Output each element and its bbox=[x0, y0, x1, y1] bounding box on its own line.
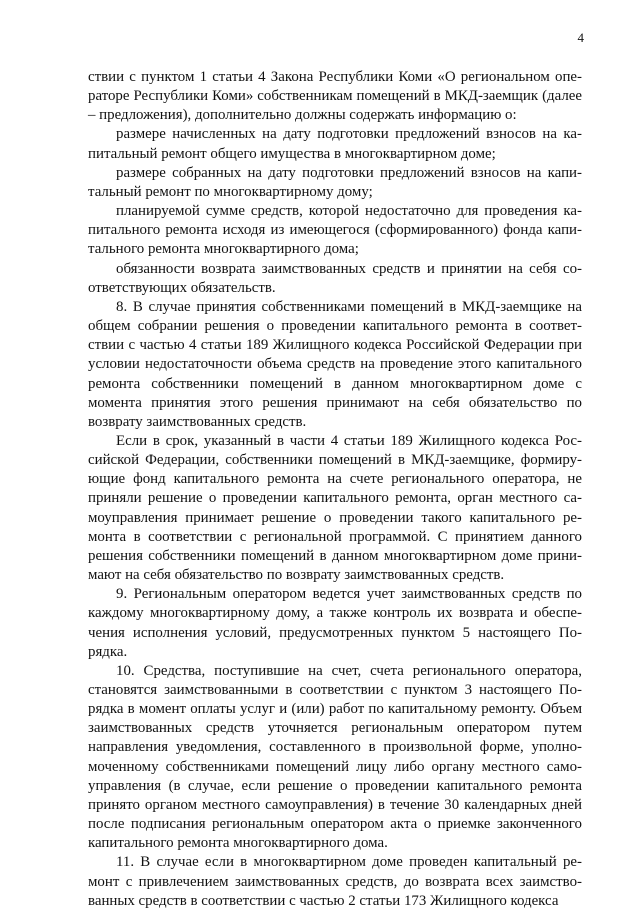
paragraph-item-8: 8. В случае принятия собственниками помещений в МКД-заемщике на общем собрании решения о проведении капитального ремонта в соответствии с частью 4 статьи 189 Жилищного кодекса Российской Федерации при условии недостаточности объема средств на проведение этого капитального ремонта собственники помещений в данном многоквартирном доме с момента принятия этого решения принимают на себя обязательство по возврату заимствованных средств. bbox=[88, 298, 582, 430]
page-number: 4 bbox=[577, 30, 584, 45]
paragraph-planned-sum: планируемой сумме средств, которой недостаточно для проведения капитального ремонта исходя из имеющегося (сформированного) фонда капитального ремонта многоквартирного дома; bbox=[88, 203, 582, 258]
paragraph-item-10: 10. Средства, поступившие на счет, счета регионального оператора, становятся заимствованными в соответствии с пунктом 3 настоящего Порядка в момент оплаты услуг и (или) работ по капитальному ремонту. Объем заимствованных средств уточняется региональным оператором путем направления уведомления, составленного в произвольной форме, уполномоченному собственниками помещений лицу либо органу местного самоуправления (в случае, если решение о проведении капитального ремонта принято органом местного самоуправления) в течение 30 календарных дней после подписания региональным оператором акта о приемке законченного капитального ремонта многоквартирного дома. bbox=[88, 662, 582, 852]
paragraph-item-9: 9. Региональным оператором ведется учет заимствованных средств по каждому многоквартирному дому, а также контроль их возврата и обеспечения исполнения условий, предусмотренных пунктом 5 настоящего Порядка. bbox=[88, 586, 582, 660]
paragraph-item-11: 11. В случае если в многоквартирном доме проведен капитальный ремонт с привлечением заимствованных средств, до возврата всех заимствованных средств в соответствии с частью 2 статьи 173 Жилищного кодекса bbox=[88, 854, 582, 909]
body-text bbox=[88, 68, 582, 911]
paragraph-accrued-contributions: размере начисленных на дату подготовки предложений взносов на капитальный ремонт общего имущества в многоквартирном доме; bbox=[88, 126, 582, 162]
paragraph-collected-contributions: размере собранных на дату подготовки предложений взносов на капитальный ремонт по многоквартирному дому; bbox=[88, 164, 582, 200]
paragraph-repayment-obligation: обязанности возврата заимствованных средств и принятии на себя соответствующих обязательств. bbox=[88, 260, 582, 296]
paragraph-item-8-second: Если в срок, указанный в части 4 статьи 189 Жилищного кодекса Российской Федерации, собственники помещений в МКД-заемщике, формирующие фонд капитального ремонта на счете регионального оператора, не приняли решение о проведении капитального ремонта, орган местного самоуправления принимает решение о проведении такого капитального ремонта в соответствии с региональной программой. С принятием данного решения собственники помещений в данном многоквартирном доме принимают на себя обязательство по возврату заимствованных средств. bbox=[88, 432, 582, 584]
paragraph-continuation: ствии с пунктом 1 статьи 4 Закона Республики Коми «О региональном операторе Республики Коми» собственникам помещений в МКД-заемщик (далее – предложения), дополнительно должны содержать информацию о: bbox=[88, 69, 582, 124]
